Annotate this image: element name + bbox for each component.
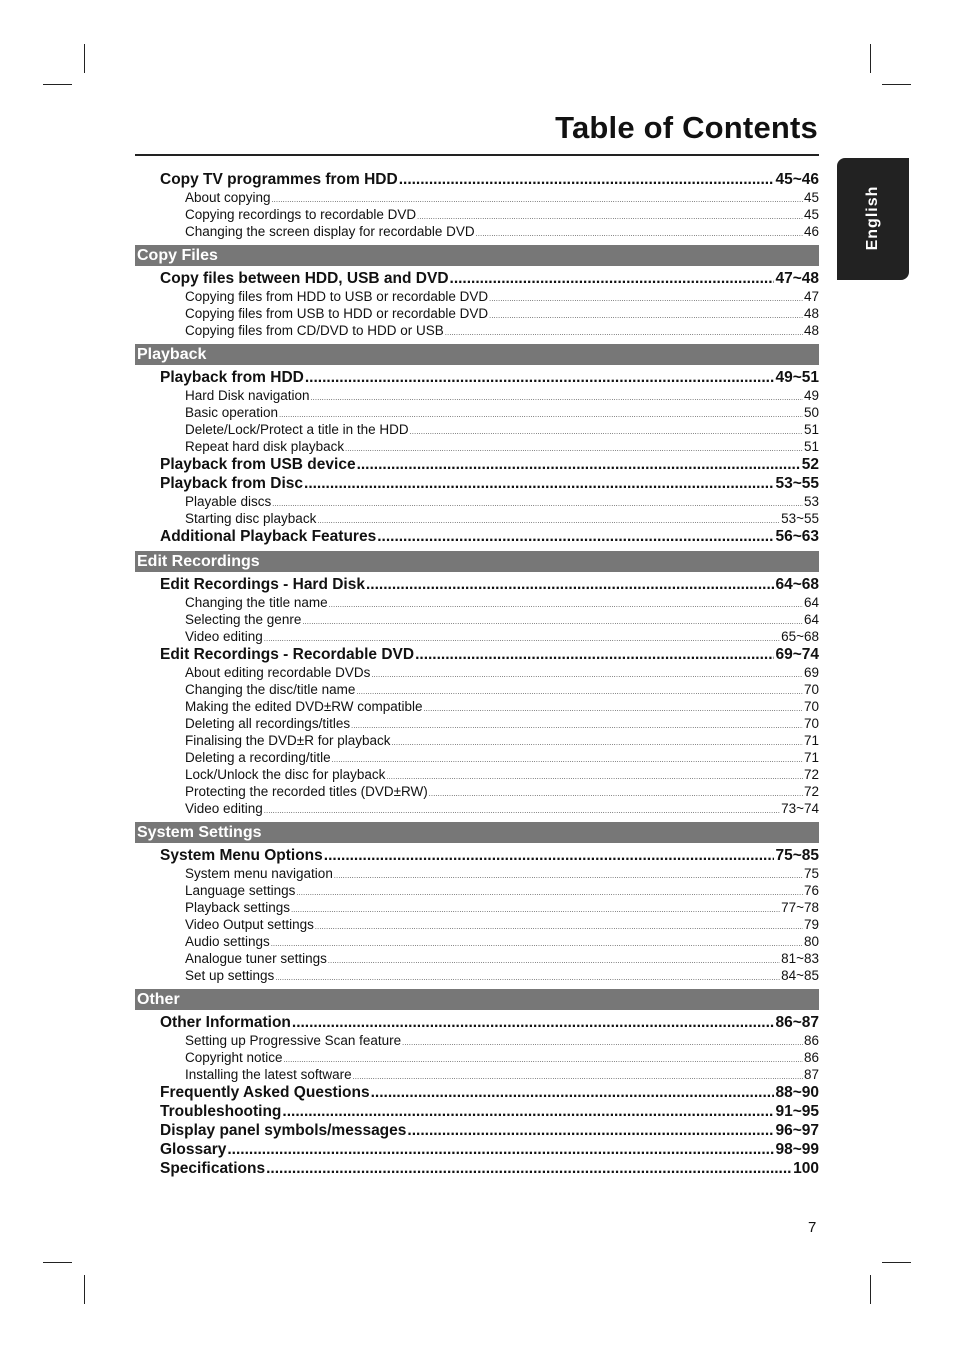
toc-subentry[interactable] (185, 404, 819, 421)
toc-subentry[interactable] (185, 438, 819, 455)
subentry-pages: 48 (803, 306, 819, 321)
subentry-label: Basic operation (185, 405, 279, 420)
page-number: 7 (808, 1219, 817, 1236)
crop-mark (84, 1275, 85, 1304)
language-tab (837, 158, 909, 280)
toc-entry[interactable] (160, 1159, 819, 1178)
toc-subentry[interactable] (185, 223, 819, 240)
toc-subentry[interactable] (185, 715, 819, 732)
entry-pages: 45~46 (775, 171, 819, 188)
entry-pages: 91~95 (775, 1103, 819, 1120)
subentry-pages: 70 (803, 699, 819, 714)
entry-title: Copy files between HDD, USB and DVD (160, 270, 449, 287)
section-heading: Copy Files (135, 245, 819, 266)
subentry-pages: 64 (803, 595, 819, 610)
toc-subentry[interactable] (185, 510, 819, 527)
dot-leader (292, 1013, 775, 1032)
subentry-pages: 79 (803, 917, 819, 932)
subentry-pages: 46 (803, 224, 819, 239)
page-title: Table of Contents (555, 110, 818, 145)
dot-leader (302, 614, 803, 631)
toc-subentry[interactable] (185, 950, 819, 967)
dot-leader (311, 390, 803, 407)
dot-leader (329, 597, 803, 614)
dot-leader (351, 718, 803, 735)
subentry-label: Audio settings (185, 934, 270, 949)
dot-leader (296, 885, 803, 902)
crop-mark (43, 84, 72, 85)
subentry-pages: 51 (803, 422, 819, 437)
toc-subentry[interactable] (185, 305, 819, 322)
toc-subentry[interactable] (185, 800, 819, 817)
section-heading: Playback (135, 344, 819, 365)
subentry-label: Copying files from USB to HDD or recordable DVD (185, 306, 489, 321)
subentry-label: Finalising the DVD±R for playback (185, 733, 391, 748)
toc-subentry[interactable] (185, 783, 819, 800)
dot-leader (371, 1083, 775, 1102)
dot-leader (415, 645, 774, 664)
subentry-pages: 51 (803, 439, 819, 454)
title-rule (135, 154, 819, 156)
toc-entry[interactable] (160, 1083, 819, 1102)
subentry-label: Video editing (185, 629, 263, 644)
subentry-label: Changing the disc/title name (185, 682, 356, 697)
toc-section (135, 245, 819, 339)
dot-leader (272, 496, 803, 513)
dot-leader (264, 803, 780, 820)
dot-leader (424, 701, 803, 718)
entry-pages: 86~87 (775, 1014, 819, 1031)
toc-subentry[interactable] (185, 189, 819, 206)
dot-leader (399, 170, 775, 189)
dot-leader (305, 368, 775, 387)
dot-leader (429, 786, 803, 803)
subentry-label: About editing recordable DVDs (185, 665, 371, 680)
subentry-label: Copying files from CD/DVD to HDD or USB (185, 323, 444, 338)
dot-leader (489, 291, 803, 308)
subentry-label: Language settings (185, 883, 296, 898)
subentry-label: Protecting the recorded titles (DVD±RW) (185, 784, 428, 799)
dot-leader (489, 308, 803, 325)
dot-leader (266, 1159, 792, 1178)
toc-subentry[interactable] (185, 664, 819, 681)
subentry-label: Deleting all recordings/titles (185, 716, 351, 731)
dot-leader (315, 919, 803, 936)
toc-entry[interactable] (160, 170, 819, 189)
entry-pages: 69~74 (775, 646, 819, 663)
subentry-pages: 86 (803, 1033, 819, 1048)
toc-section (135, 551, 819, 817)
entry-pages: 49~51 (775, 369, 819, 386)
dot-leader (402, 1035, 803, 1052)
toc-subentry[interactable] (185, 967, 819, 984)
subentry-pages: 86 (803, 1050, 819, 1065)
entry-pages: 96~97 (775, 1122, 819, 1139)
subentry-label: Playback settings (185, 900, 291, 915)
subentry-label: Hard Disk navigation (185, 388, 310, 403)
subentry-label: Delete/Lock/Protect a title in the HDD (185, 422, 409, 437)
subentry-label: Copying files from HDD to USB or recordable DVD (185, 289, 489, 304)
subentry-label: Selecting the genre (185, 612, 302, 627)
entry-pages: 52 (801, 456, 819, 473)
crop-mark (882, 1262, 911, 1263)
toc-entry[interactable] (160, 455, 819, 474)
dot-leader (227, 1140, 774, 1159)
subentry-label: Set up settings (185, 968, 275, 983)
subentry-pages: 87 (803, 1067, 819, 1082)
subentry-pages: 70 (803, 682, 819, 697)
subentry-pages: 45 (803, 207, 819, 222)
toc-entry[interactable] (160, 474, 819, 493)
entry-title: Additional Playback Features (160, 528, 377, 545)
toc-subentry[interactable] (185, 594, 819, 611)
entry-pages: 64~68 (775, 576, 819, 593)
toc-entry[interactable] (160, 368, 819, 387)
subentry-label: System menu navigation (185, 866, 333, 881)
section-heading: Other (135, 989, 819, 1010)
toc-subentry[interactable] (185, 493, 819, 510)
entry-pages: 98~99 (775, 1141, 819, 1158)
subentry-label: Repeat hard disk playback (185, 439, 345, 454)
toc-subentry[interactable] (185, 206, 819, 223)
subentry-pages: 50 (803, 405, 819, 420)
subentry-pages: 70 (803, 716, 819, 731)
toc-subentry[interactable] (185, 628, 819, 645)
subentry-pages: 64 (803, 612, 819, 627)
subentry-pages: 72 (803, 767, 819, 782)
subentry-pages: 65~68 (781, 629, 819, 644)
toc-subentry[interactable] (185, 611, 819, 628)
dot-leader (284, 1052, 803, 1069)
toc-subentry[interactable] (185, 698, 819, 715)
subentry-pages: 71 (803, 733, 819, 748)
subentry-label: Video Output settings (185, 917, 314, 932)
toc-subentry[interactable] (185, 288, 819, 305)
subentry-pages: 71 (803, 750, 819, 765)
subentry-pages: 45 (803, 190, 819, 205)
subentry-pages: 69 (803, 665, 819, 680)
entry-title: Edit Recordings - Hard Disk (160, 576, 365, 593)
subentry-pages: 49 (803, 388, 819, 403)
dot-leader (332, 752, 803, 769)
subentry-pages: 72 (803, 784, 819, 799)
entry-title: Frequently Asked Questions (160, 1084, 370, 1101)
toc-section (135, 344, 819, 546)
entry-title: Playback from Disc (160, 475, 304, 492)
dot-leader (366, 575, 774, 594)
entry-pages: 88~90 (775, 1084, 819, 1101)
subentry-label: Installing the latest software (185, 1067, 352, 1082)
entry-title: Specifications (160, 1160, 266, 1177)
dot-leader (271, 936, 803, 953)
subentry-label: Copyright notice (185, 1050, 283, 1065)
entry-pages: 56~63 (775, 528, 819, 545)
dot-leader (291, 902, 780, 919)
toc-entry[interactable] (160, 1121, 819, 1140)
subentry-label: Playable discs (185, 494, 272, 509)
entry-title: Troubleshooting (160, 1103, 282, 1120)
section-heading: Edit Recordings (135, 551, 819, 572)
toc-subentry[interactable] (185, 387, 819, 404)
subentry-label: Video editing (185, 801, 263, 816)
entry-pages: 75~85 (775, 847, 819, 864)
subentry-label: Changing the screen display for recordable DVD (185, 224, 475, 239)
toc-entry[interactable] (160, 846, 819, 865)
dot-leader (377, 527, 774, 546)
dot-leader (386, 769, 803, 786)
entry-pages: 47~48 (775, 270, 819, 287)
subentry-label: Making the edited DVD±RW compatible (185, 699, 423, 714)
dot-leader (407, 1121, 774, 1140)
toc-subentry[interactable] (185, 1032, 819, 1049)
toc-entry[interactable] (160, 1140, 819, 1159)
entry-title: Display panel symbols/messages (160, 1122, 407, 1139)
subentry-label: Lock/Unlock the disc for playback (185, 767, 386, 782)
section-heading: System Settings (135, 822, 819, 843)
toc-subentry[interactable] (185, 899, 819, 916)
toc-subentry[interactable] (185, 732, 819, 749)
toc-entry[interactable] (160, 645, 819, 664)
dot-leader (334, 868, 803, 885)
toc-entry[interactable] (160, 1013, 819, 1032)
subentry-pages: 77~78 (781, 900, 819, 915)
dot-leader (445, 325, 803, 342)
toc-subentry[interactable] (185, 749, 819, 766)
subentry-pages: 73~74 (781, 801, 819, 816)
dot-leader (417, 209, 803, 226)
toc-subentry[interactable] (185, 322, 819, 339)
toc-subentry[interactable] (185, 421, 819, 438)
toc-subentry[interactable] (185, 1049, 819, 1066)
crop-mark (870, 44, 871, 73)
entry-title: Playback from HDD (160, 369, 304, 386)
subentry-pages: 75 (803, 866, 819, 881)
dot-leader (476, 226, 803, 243)
dot-leader (275, 970, 780, 987)
dot-leader (328, 953, 780, 970)
entry-title: Glossary (160, 1141, 227, 1158)
toc-subentry[interactable] (185, 865, 819, 882)
toc-subentry[interactable] (185, 1066, 819, 1083)
subentry-pages: 81~83 (781, 951, 819, 966)
dot-leader (282, 1102, 774, 1121)
entry-title: Playback from USB device (160, 456, 356, 473)
subentry-pages: 76 (803, 883, 819, 898)
dot-leader (356, 684, 803, 701)
toc-subentry[interactable] (185, 933, 819, 950)
subentry-label: Changing the title name (185, 595, 328, 610)
table-of-contents (135, 170, 819, 1178)
crop-mark (870, 1275, 871, 1304)
subentry-pages: 84~85 (781, 968, 819, 983)
entry-pages: 100 (793, 1160, 819, 1177)
dot-leader (304, 474, 774, 493)
toc-subentry[interactable] (185, 882, 819, 899)
toc-section (135, 822, 819, 984)
subentry-pages: 47 (803, 289, 819, 304)
toc-subentry[interactable] (185, 916, 819, 933)
toc-entry[interactable] (160, 575, 819, 594)
dot-leader (392, 735, 803, 752)
toc-section (135, 989, 819, 1178)
subentry-label: Analogue tuner settings (185, 951, 327, 966)
toc-section (135, 170, 819, 240)
entry-title: Edit Recordings - Recordable DVD (160, 646, 415, 663)
subentry-label: Setting up Progressive Scan feature (185, 1033, 402, 1048)
toc-entry[interactable] (160, 1102, 819, 1121)
dot-leader (371, 667, 803, 684)
subentry-pages: 53~55 (781, 511, 819, 526)
toc-subentry[interactable] (185, 766, 819, 783)
dot-leader (357, 455, 801, 474)
subentry-pages: 53 (803, 494, 819, 509)
crop-mark (882, 84, 911, 85)
toc-entry[interactable] (160, 269, 819, 288)
dot-leader (410, 424, 803, 441)
subentry-label: Deleting a recording/title (185, 750, 331, 765)
subentry-label: Starting disc playback (185, 511, 317, 526)
toc-subentry[interactable] (185, 681, 819, 698)
entry-pages: 53~55 (775, 475, 819, 492)
dot-leader (450, 269, 775, 288)
dot-leader (324, 846, 775, 865)
toc-entry[interactable] (160, 527, 819, 546)
subentry-pages: 80 (803, 934, 819, 949)
subentry-pages: 48 (803, 323, 819, 338)
language-label: English (864, 185, 881, 251)
entry-title: Copy TV programmes from HDD (160, 171, 398, 188)
crop-mark (43, 1262, 72, 1263)
subentry-label: About copying (185, 190, 271, 205)
subentry-label: Copying recordings to recordable DVD (185, 207, 417, 222)
entry-title: System Menu Options (160, 847, 323, 864)
crop-mark (84, 44, 85, 73)
entry-title: Other Information (160, 1014, 291, 1031)
